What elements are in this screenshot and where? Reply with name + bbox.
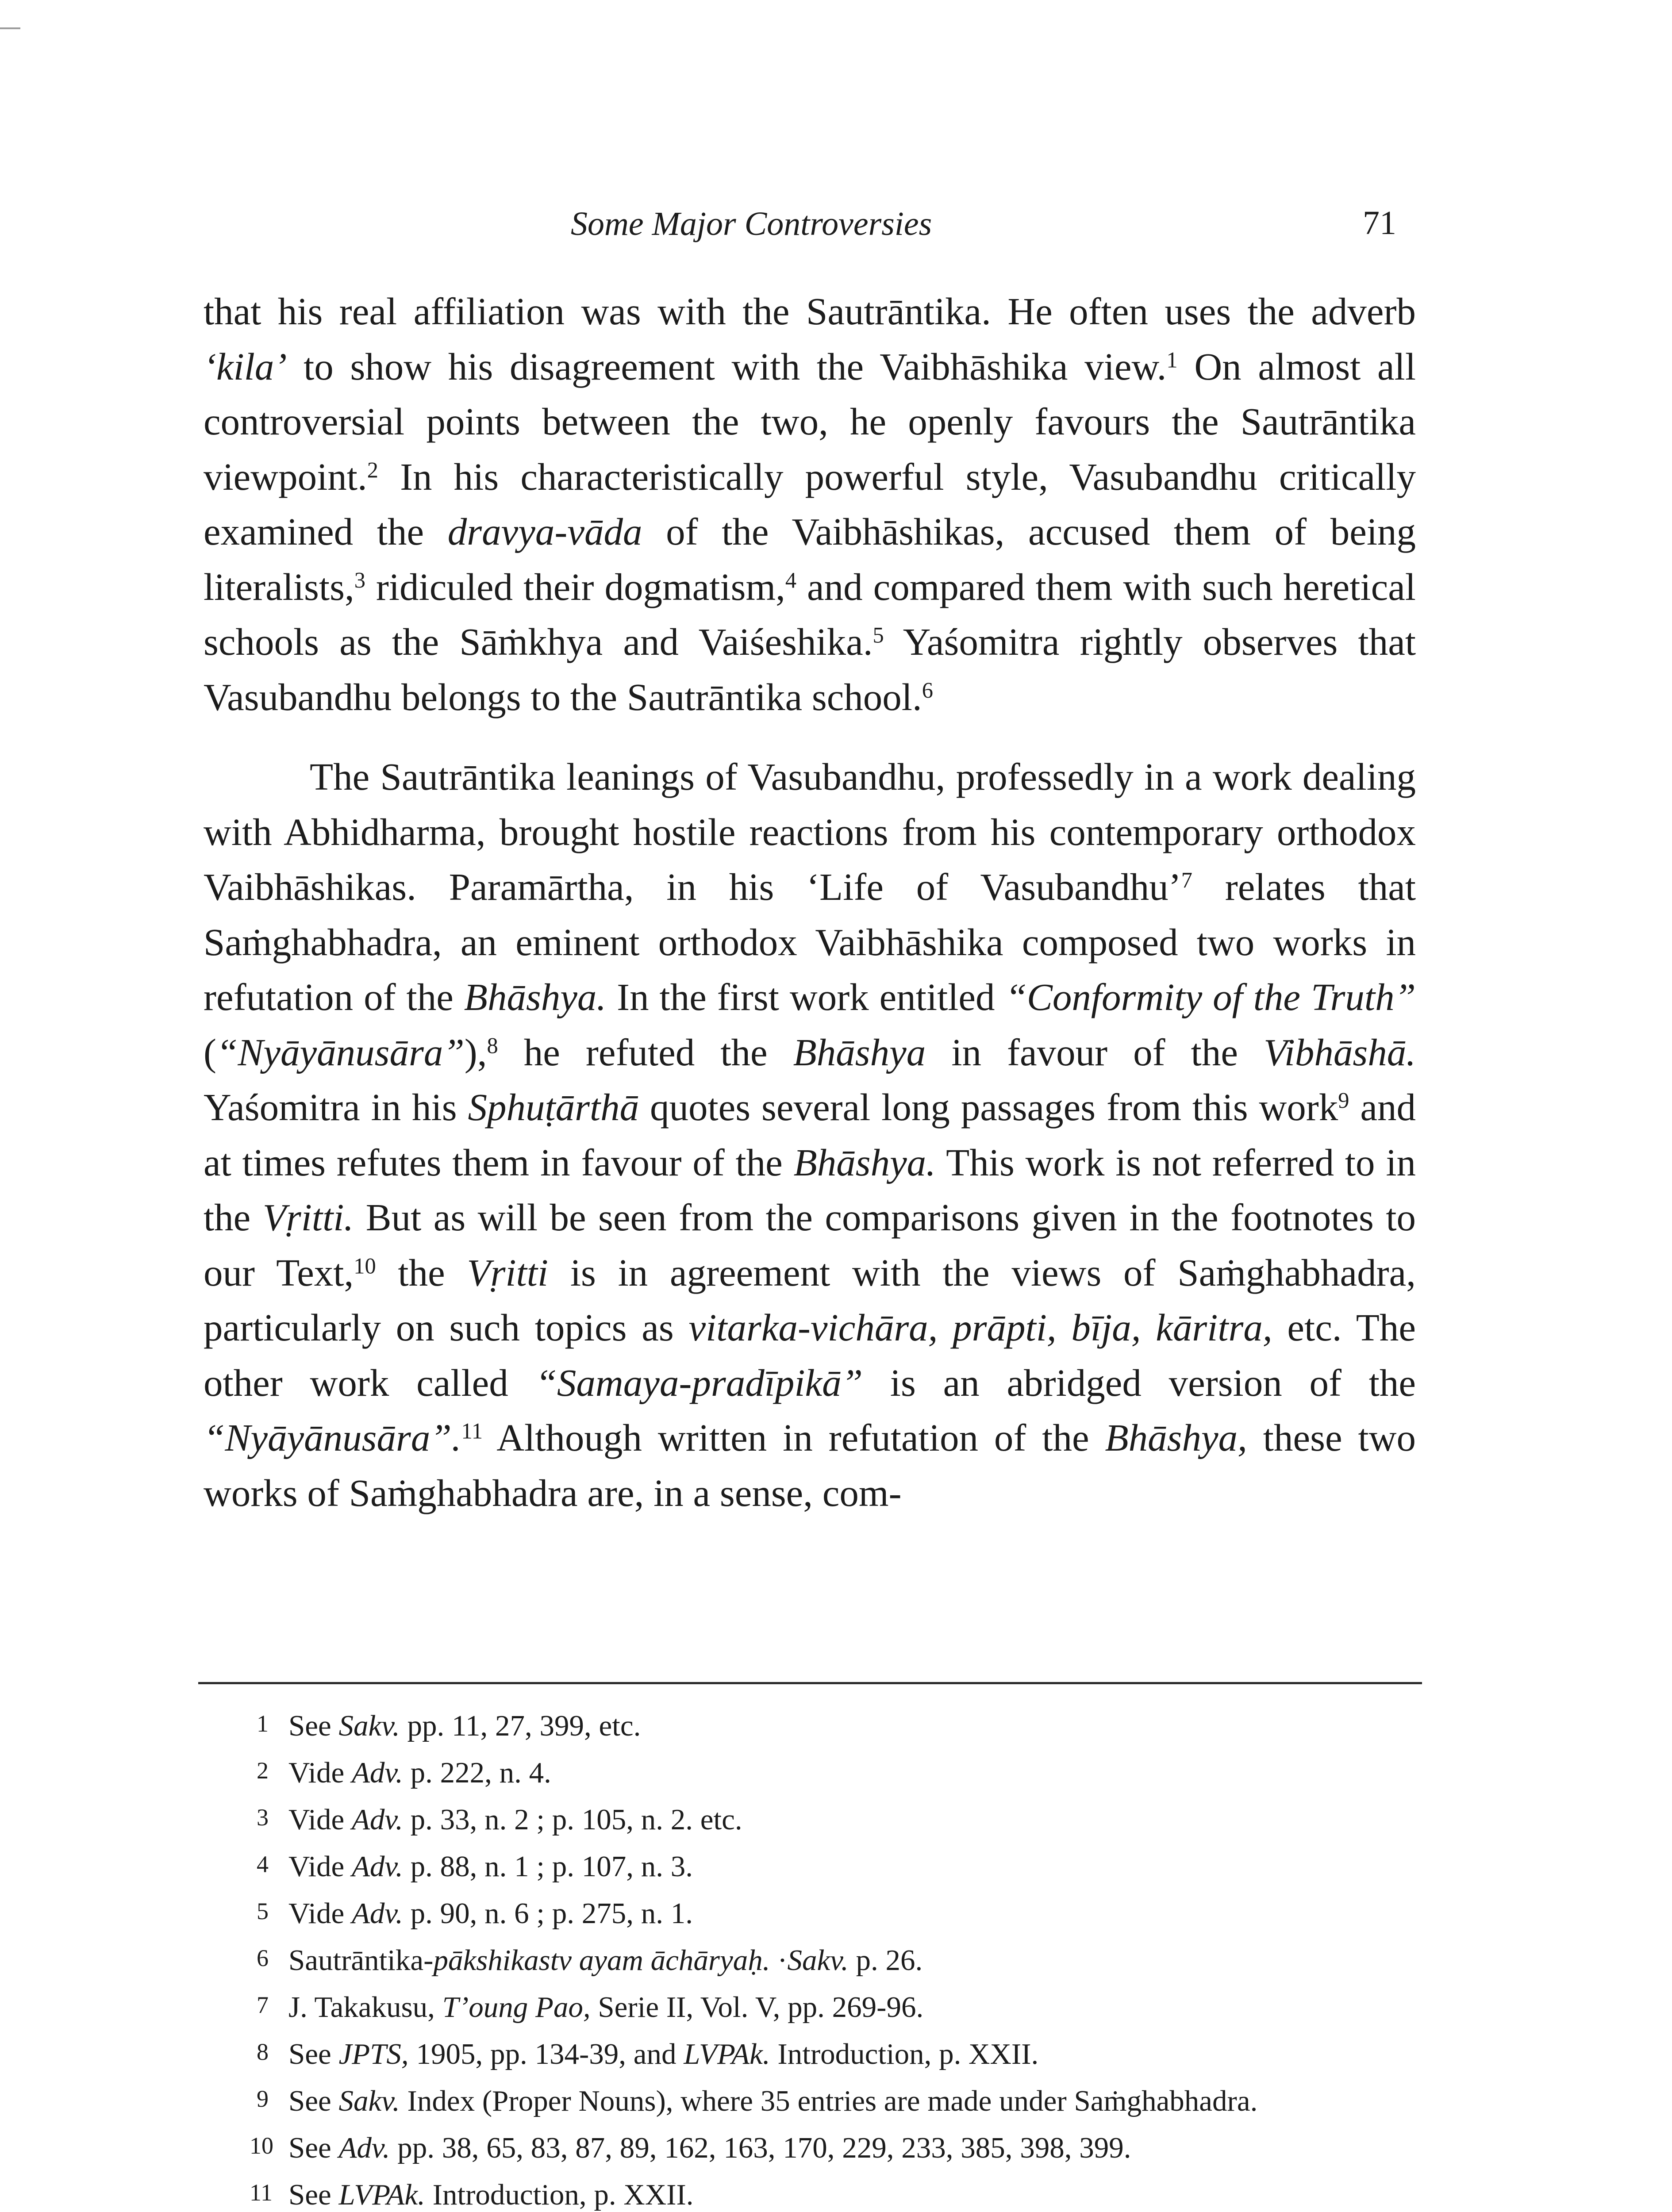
text-run: ·: [770, 1944, 788, 1977]
italic-term: Adv.: [351, 1897, 403, 1930]
italic-term: Bhāshya.: [793, 1141, 936, 1184]
italic-term: dravya-vāda: [447, 510, 642, 553]
footnote-number: 3: [257, 1804, 269, 1831]
footnote-text: [288, 1749, 1425, 1796]
text-run: Introduction, p. XXII.: [425, 2178, 694, 2211]
text-run: Vide: [288, 1803, 352, 1836]
footnote: [257, 1984, 1425, 2031]
footnote-text: [288, 2171, 1425, 2212]
footnote: [257, 1843, 1425, 1890]
text-run: ),: [464, 1030, 487, 1074]
text-run: Vide: [288, 1897, 352, 1930]
footnotes: [250, 1702, 1425, 2212]
footnote-text: [288, 2078, 1425, 2124]
italic-term: Bhāshya.: [464, 975, 607, 1018]
text-run: (: [204, 1030, 216, 1074]
italic-term: Adv.: [351, 1803, 403, 1836]
italic-term: vitarka-vichāra, prāpti, bīja, kāritra,: [688, 1306, 1272, 1349]
main-text: [204, 284, 1416, 1521]
italic-term: pākshikastv ayam āchāryaḥ.: [433, 1944, 770, 1977]
footnote: [257, 1937, 1425, 1984]
italic-term: JPTS,: [338, 2038, 409, 2070]
text-run: and compared them with such heretical schools as the Sāṁkhya and Vaiśeshika.: [204, 565, 1416, 663]
italic-term: Sakv.: [338, 1709, 400, 1742]
footnote-marker: 7: [1181, 868, 1192, 893]
text-run: and at times refutes them in favour of the: [204, 1086, 1416, 1184]
footnote-text: [288, 2031, 1425, 2078]
footnote-marker: 1: [1166, 347, 1178, 372]
footnote-marker: 10: [354, 1253, 376, 1278]
text-run: Vide: [288, 1850, 352, 1883]
italic-term: Adv.: [351, 1756, 403, 1789]
footnote-number: 11: [250, 2179, 273, 2206]
text-run: etc. The other work called: [204, 1306, 1416, 1404]
italic-term: “Nyāyānusāra”: [216, 1030, 465, 1074]
footnote-text: [288, 1937, 1425, 1984]
italic-term: “Nyāyānusāra”.: [204, 1416, 461, 1459]
text-run: ridiculed their dogmatism,: [365, 565, 785, 608]
footnote-text: [288, 2124, 1425, 2171]
text-run: p. 222, n. 4.: [403, 1756, 551, 1789]
text-run: to show his disagreement with the Vaibhāshika view.: [287, 345, 1167, 388]
footnote-marker: 8: [487, 1033, 498, 1058]
text-run: Although written in refutation of the: [483, 1416, 1105, 1459]
italic-term: T’oung Pao,: [442, 1991, 591, 2024]
text-run: p. 33, n. 2 ; p. 105, n. 2. etc.: [403, 1803, 742, 1836]
paragraph: [204, 749, 1416, 1521]
italic-term: Sphuṭārthā: [468, 1086, 639, 1129]
text-run: See: [288, 2085, 339, 2117]
text-run: quotes several long passages from this work: [639, 1086, 1338, 1129]
text-run: But as will be seen from the comparisons given in the footnotes to our Text,: [204, 1196, 1416, 1294]
text-run: J. Takakusu,: [288, 1991, 442, 2024]
footnote-number: 6: [257, 1944, 269, 1971]
text-run: Index (Proper Nouns), where 35 entries are made under Saṁghabhadra.: [400, 2085, 1258, 2117]
footnote-marker: 6: [922, 677, 933, 703]
text-run: these two works of Saṁghabhadra are, in a sense, com-: [204, 1416, 1416, 1514]
text-run: he refuted the: [498, 1030, 793, 1074]
text-run: of the Vaibhāshikas, accused them of being literalists,: [204, 510, 1416, 608]
footnote-marker: 3: [354, 567, 365, 592]
footnote-number: 10: [250, 2132, 273, 2159]
running-title: Some Major Controversies: [571, 205, 932, 242]
footnote-number: 1: [257, 1710, 269, 1737]
text-run: In his characteristically powerful style, Vasubandhu critically examined the: [204, 455, 1416, 553]
footnote: [257, 2031, 1425, 2078]
text-run: that his real affiliation was with the Sautrāntika. He often uses the adverb: [204, 290, 1416, 333]
italic-term: ‘kila’: [204, 345, 287, 388]
text-run: Yaśomitra in his: [204, 1086, 468, 1129]
footnote-number: 5: [257, 1897, 269, 1924]
footnote: [257, 1890, 1425, 1937]
text-run: p. 26.: [848, 1944, 923, 1977]
italic-term: “Samaya-pradīpikā”: [535, 1361, 863, 1404]
italic-term: Vṛitti: [467, 1251, 549, 1294]
italic-term: Adv.: [338, 2131, 390, 2164]
footnote: [257, 1749, 1425, 1796]
footnote-text: [288, 1843, 1425, 1890]
scan-mark: [0, 27, 20, 29]
text-run: is in agreement with the views of Saṁghabhadra, particularly on such topics as: [204, 1251, 1416, 1349]
text-run: in favour of the: [926, 1030, 1264, 1074]
text-run: On almost all controversial points between the two, he openly favours the Sautrāntika viewpoint.: [204, 345, 1416, 498]
text-run: See: [288, 2178, 339, 2211]
footnote-number: 8: [257, 2038, 269, 2065]
text-run: See: [288, 2038, 339, 2070]
text-run: In the first work entitled: [606, 975, 1006, 1018]
footnote-number: 4: [257, 1851, 269, 1878]
italic-term: Adv.: [351, 1850, 403, 1883]
text-run: p. 88, n. 1 ; p. 107, n. 3.: [403, 1850, 693, 1883]
text-run: p. 90, n. 6 ; p. 275, n. 1.: [403, 1897, 693, 1930]
text-run: is an abridged version of the: [863, 1361, 1416, 1404]
italic-term: LVPAk.: [338, 2178, 425, 2211]
italic-term: “Conformity of the Truth”: [1005, 975, 1416, 1018]
text-run: pp. 38, 65, 83, 87, 89, 162, 163, 170, 229, 233, 385, 398, 399.: [390, 2131, 1131, 2164]
footnote: [250, 2171, 1425, 2212]
footnote: [257, 1796, 1425, 1843]
page-number: 71: [1363, 204, 1396, 242]
text-run: Serie II, Vol. V, pp. 269-96.: [590, 1991, 924, 2024]
footnote-text: [288, 1702, 1425, 1749]
footnote-text: [288, 1796, 1425, 1843]
footnote-divider: [198, 1682, 1422, 1684]
italic-term: Sakv.: [787, 1944, 849, 1977]
text-run: Vide: [288, 1756, 352, 1789]
footnote-marker: 2: [367, 457, 378, 482]
text-run: See: [288, 2131, 339, 2164]
footnote: [250, 2124, 1425, 2171]
footnote-marker: 4: [785, 567, 797, 592]
footnote-text: [288, 1890, 1425, 1937]
text-run: This work is not referred to in the: [204, 1141, 1416, 1239]
italic-term: Bhāshya: [793, 1030, 926, 1074]
text-run: Introduction, p. XXII.: [770, 2038, 1039, 2070]
italic-term: Bhāshya,: [1105, 1416, 1247, 1459]
text-run: the: [376, 1251, 467, 1294]
footnote-number: 2: [257, 1757, 269, 1784]
text-run: relates that Saṁghabhadra, an eminent orthodox Vaibhāshika composed two works in refutation of the: [204, 865, 1416, 1018]
footnote-marker: 9: [1338, 1088, 1349, 1113]
footnote: [257, 2078, 1425, 2124]
italic-term: Vṛitti.: [262, 1196, 354, 1239]
footnote-marker: 5: [873, 622, 884, 648]
footnote-number: 9: [257, 2085, 269, 2112]
italic-term: Sakv.: [338, 2085, 400, 2117]
text-run: Sautrāntika-: [288, 1944, 434, 1977]
italic-term: LVPAk.: [684, 2038, 770, 2070]
text-run: See: [288, 1709, 339, 1742]
italic-term: Vibhāshā.: [1264, 1030, 1416, 1074]
text-run: 1905, pp. 134-39, and: [408, 2038, 684, 2070]
footnote-text: [288, 1984, 1425, 2031]
footnote-number: 7: [257, 1991, 269, 2018]
footnote: [257, 1702, 1425, 1749]
text-run: pp. 11, 27, 399, etc.: [400, 1709, 641, 1742]
footnote-marker: 11: [461, 1418, 483, 1444]
paragraph: [204, 284, 1416, 725]
text-run: Yaśomitra rightly observes that Vasubandhu belongs to the Sautrāntika school.: [204, 620, 1416, 718]
text-run: The Sautrāntika leanings of Vasubandhu, professedly in a work dealing with Abhidharma, brought hostile reactions from his contemporary orthodox Vaibhāshikas. Paramārtha, in his ‘Life of Vasubandhu’: [204, 755, 1416, 908]
